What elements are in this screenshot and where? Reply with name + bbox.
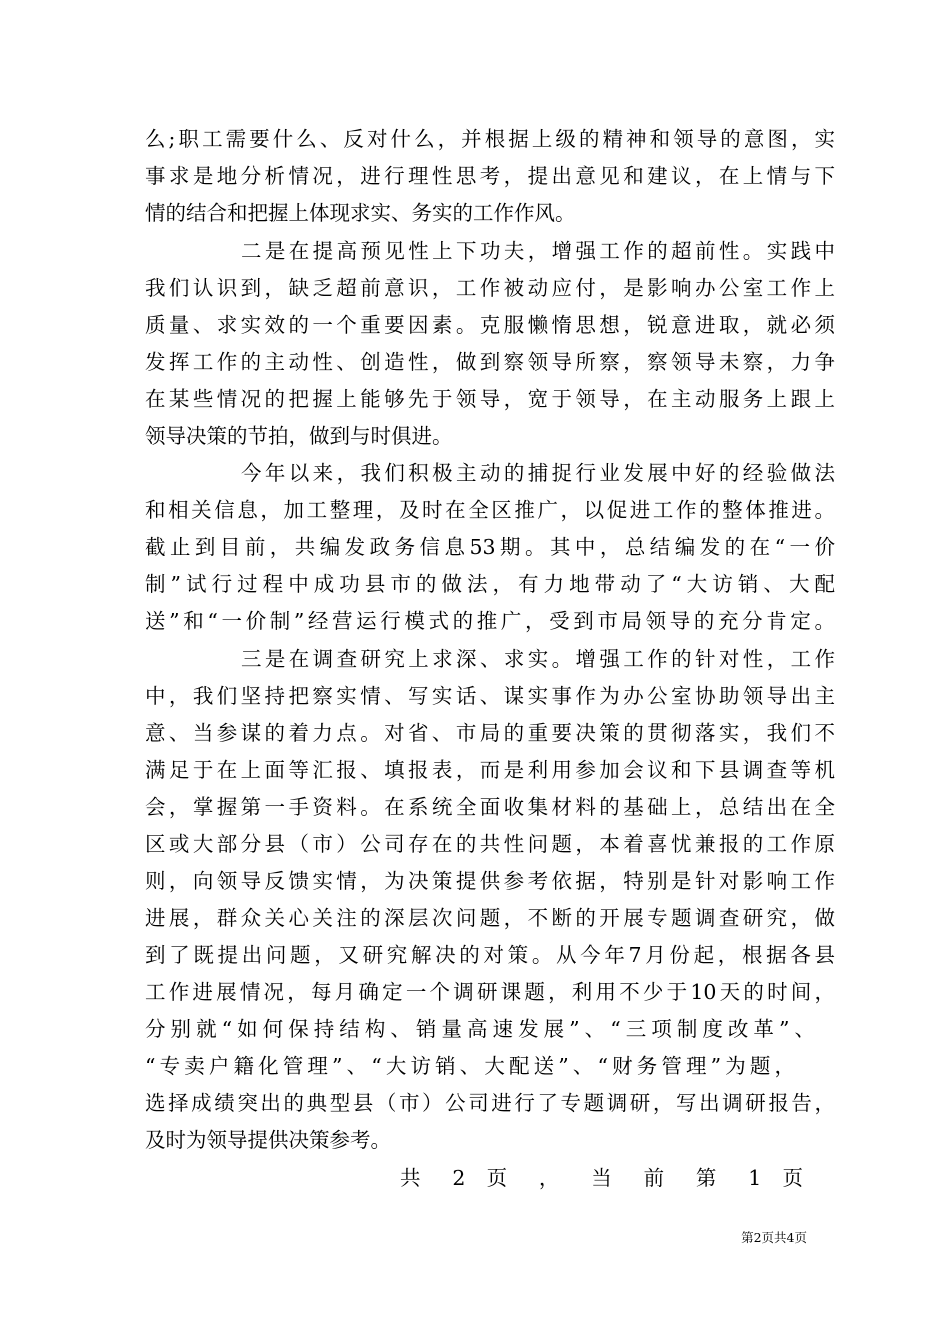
paragraph-line: 发挥工作的主动性、创造性，做到察领导所察，察领导未察，力争 xyxy=(145,350,835,374)
paragraph-line: 意、当参谋的着力点。对省、市局的重要决策的贯彻落实，我们不 xyxy=(145,721,835,745)
paragraph-line: 满足于在上面等汇报、填报表，而是利用参加会议和下县调查等机 xyxy=(145,758,835,782)
paragraph-line: 我们认识到，缺乏超前意识，工作被动应付，是影响办公室工作上 xyxy=(145,276,835,300)
paragraph-line: 领导决策的节拍，做到与时俱进。 xyxy=(145,424,453,448)
paragraph-line: “专卖户籍化管理”、“大访销、大配送”、“财务管理”为题， xyxy=(145,1054,795,1078)
paragraph-line: 区或大部分县（市）公司存在的共性问题，本着喜忧兼报的工作原 xyxy=(145,832,835,856)
paragraph-line: 制”试行过程中成功县市的做法，有力地带动了“大访销、大配 xyxy=(145,572,835,596)
page-footer: 第2页共4页 xyxy=(741,1230,807,1245)
page-counter: 共 2 页 ， 当 前 第 1 页 xyxy=(400,1166,805,1190)
paragraph-line: 及时为领导提供决策参考。 xyxy=(145,1128,391,1152)
paragraph-line: 质量、求实效的一个重要因素。克服懒惰思想，锐意进取，就必须 xyxy=(145,313,835,337)
paragraph-line: 进展，群众关心关注的深层次问题，不断的开展专题调查研究，做 xyxy=(145,906,835,930)
paragraph-line: 送”和“一价制”经营运行模式的推广，受到市局领导的充分肯定。 xyxy=(145,609,835,633)
paragraph-line: 分别就“如何保持结构、销量高速发展”、“三项制度改革”、 xyxy=(145,1017,815,1041)
paragraph-line: 截止到目前，共编发政务信息53期。其中，总结编发的在“一价 xyxy=(145,535,835,559)
paragraph-line: 到了既提出问题，又研究解决的对策。从今年7月份起，根据各县 xyxy=(145,943,835,967)
paragraph-first-line: 二是在提高预见性上下功夫，增强工作的超前性。实践中 xyxy=(241,239,835,263)
paragraph-line: 选择成绩突出的典型县（市）公司进行了专题调研，写出调研报告， xyxy=(145,1091,835,1115)
paragraph-line: 则，向领导反馈实情，为决策提供参考依据，特别是针对影响工作 xyxy=(145,869,835,893)
paragraph-line: 和相关信息，加工整理，及时在全区推广，以促进工作的整体推进。 xyxy=(145,498,835,522)
paragraph-line: 工作进展情况，每月确定一个调研课题，利用不少于10天的时间， xyxy=(145,980,835,1004)
paragraph-line: 情的结合和把握上体现求实、务实的工作作风。 xyxy=(145,201,576,225)
paragraph-line: 事求是地分析情况，进行理性思考，提出意见和建议，在上情与下 xyxy=(145,164,835,188)
paragraph-first-line: 今年以来，我们积极主动的捕捉行业发展中好的经验做法 xyxy=(241,461,835,485)
paragraph-line: 会，掌握第一手资料。在系统全面收集材料的基础上，总结出在全 xyxy=(145,795,835,819)
paragraph-first-line: 三是在调查研究上求深、求实。增强工作的针对性，工作 xyxy=(241,647,835,671)
paragraph-line: 么;职工需要什么、反对什么，并根据上级的精神和领导的意图，实 xyxy=(145,127,835,151)
paragraph-line: 中，我们坚持把察实情、写实话、谋实事作为办公室协助领导出主 xyxy=(145,684,835,708)
paragraph-line: 在某些情况的把握上能够先于领导，宽于领导，在主动服务上跟上 xyxy=(145,387,835,411)
